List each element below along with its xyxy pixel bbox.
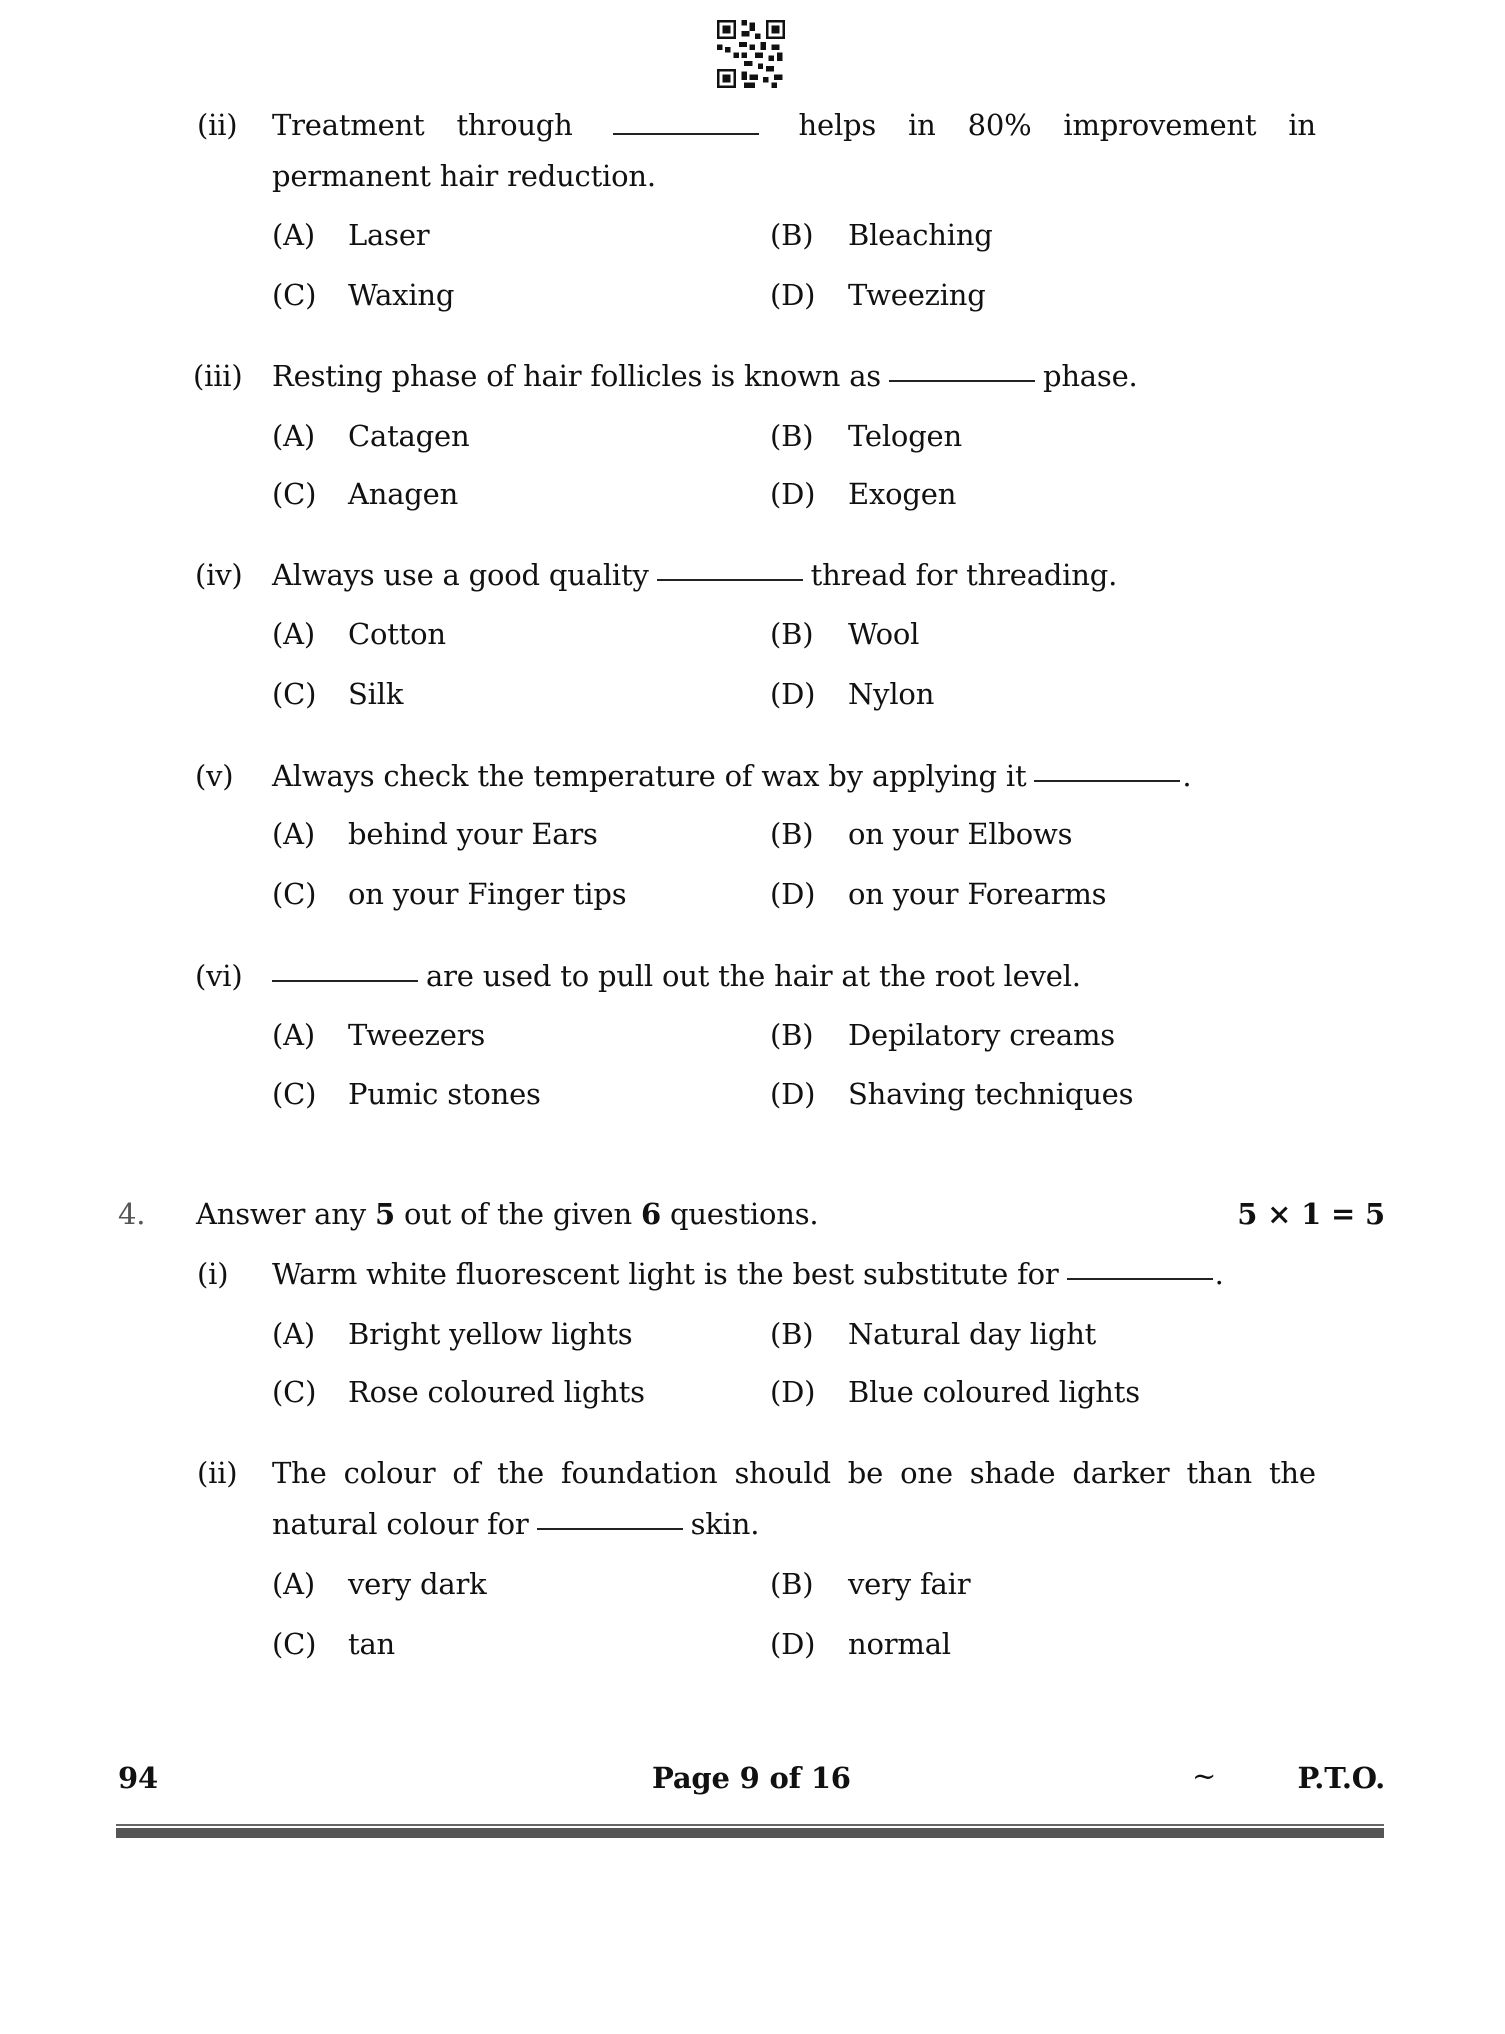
answer-blank (1034, 779, 1180, 782)
question-number: (vi) (195, 959, 243, 993)
option-text-a: behind your Ears (348, 817, 598, 851)
text-before: natural colour for (272, 1507, 529, 1541)
option-label-a: (A) (272, 218, 315, 252)
instruction-text: out of the given (394, 1197, 641, 1231)
option-label-b: (B) (770, 1018, 814, 1052)
word: the (1268, 1456, 1316, 1490)
option-label-c: (C) (272, 1627, 317, 1661)
option-label-c: (C) (272, 677, 317, 711)
option-label-d: (D) (770, 677, 816, 711)
question-text (272, 358, 1138, 394)
question-text (272, 758, 1191, 794)
text-before: Always check the temperature of wax by applying it (272, 759, 1027, 793)
option-label-a: (A) (272, 1317, 315, 1351)
option-text-c: Silk (348, 677, 404, 711)
option-label-d: (D) (770, 1375, 816, 1409)
text-before: Warm white fluorescent light is the best substitute for (272, 1257, 1059, 1291)
text-after: . (1214, 1257, 1224, 1291)
instruction-total: 6 (640, 1197, 661, 1231)
text-before: Resting phase of hair follicles is known as (272, 359, 881, 393)
text-after: are used to pull out the hair at the root level. (426, 959, 1081, 993)
option-label-d: (D) (770, 1077, 816, 1111)
option-label-c: (C) (272, 1077, 317, 1111)
option-label-b: (B) (770, 817, 814, 851)
instruction-count: 5 (374, 1197, 395, 1231)
question-text-line-2 (272, 1506, 759, 1542)
word: Treatment (272, 108, 425, 142)
option-text-a: Laser (348, 218, 430, 252)
question-text (272, 557, 1117, 593)
text-after: phase. (1042, 359, 1138, 393)
word: The (272, 1456, 327, 1490)
qr-code-icon (717, 20, 785, 88)
option-label-c: (C) (272, 477, 317, 511)
word: foundation (561, 1456, 718, 1490)
word: than (1186, 1456, 1252, 1490)
option-label-b: (B) (770, 419, 814, 453)
option-label-c: (C) (272, 278, 317, 312)
word: in (908, 108, 936, 142)
word: shade (969, 1456, 1056, 1490)
instruction-text: questions. (660, 1197, 819, 1231)
word: be (847, 1456, 884, 1490)
text-after: thread for threading. (810, 558, 1118, 592)
option-text-c: tan (348, 1627, 396, 1661)
option-label-c: (C) (272, 877, 317, 911)
question-4-instruction (196, 1196, 818, 1232)
word: darker (1072, 1456, 1170, 1490)
option-text-a: Cotton (348, 617, 446, 651)
instruction-text: Answer any (196, 1197, 375, 1231)
answer-blank (537, 1527, 683, 1530)
footer-rule-thick (116, 1828, 1384, 1838)
word: should (734, 1456, 831, 1490)
word: colour (343, 1456, 436, 1490)
option-text-d: Tweezing (848, 278, 986, 312)
word: through (456, 108, 573, 142)
option-text-c: Pumic stones (348, 1077, 541, 1111)
option-label-b: (B) (770, 617, 814, 651)
option-text-b: very fair (848, 1567, 971, 1601)
word: improvement (1063, 108, 1257, 142)
option-text-a: Catagen (348, 419, 470, 453)
option-text-c: on your Finger tips (348, 877, 627, 911)
word: of (452, 1456, 481, 1490)
option-label-a: (A) (272, 1018, 315, 1052)
answer-blank (272, 979, 418, 982)
page-number: Page 9 of 16 (652, 1761, 851, 1795)
option-label-d: (D) (770, 278, 816, 312)
question-number: (i) (197, 1257, 229, 1291)
option-text-b: Natural day light (848, 1317, 1097, 1351)
option-text-b: Telogen (848, 419, 962, 453)
word: in (1288, 108, 1316, 142)
option-text-d: Exogen (848, 477, 957, 511)
option-label-a: (A) (272, 617, 315, 651)
question-number: (v) (195, 759, 234, 793)
option-label-b: (B) (770, 1567, 814, 1601)
question-text (272, 1256, 1224, 1292)
option-text-d: normal (848, 1627, 951, 1661)
question-number: (iii) (193, 359, 243, 393)
word: 80% (967, 108, 1032, 142)
option-text-b: Wool (848, 617, 920, 651)
option-label-a: (A) (272, 1567, 315, 1601)
option-label-c: (C) (272, 1375, 317, 1409)
option-label-a: (A) (272, 817, 315, 851)
option-label-a: (A) (272, 419, 315, 453)
paper-code: 94 (118, 1761, 158, 1795)
option-text-d: on your Forearms (848, 877, 1107, 911)
question-text-line (272, 1455, 1316, 1491)
tilde-mark: ~ (1192, 1759, 1217, 1793)
text-after: skin. (690, 1507, 760, 1541)
marks-label: 5 × 1 = 5 (1237, 1197, 1385, 1231)
option-text-c: Anagen (348, 477, 459, 511)
word: helps (798, 108, 877, 142)
question-text-line-2: permanent hair reduction. (272, 159, 656, 193)
text-after: . (1182, 759, 1192, 793)
text-before: Always use a good quality (272, 558, 649, 592)
question-text-line (272, 107, 1316, 143)
answer-blank (1067, 1277, 1213, 1280)
option-label-d: (D) (770, 877, 816, 911)
option-text-d: Nylon (848, 677, 935, 711)
option-text-b: Bleaching (848, 218, 993, 252)
question-number: (ii) (197, 108, 238, 142)
option-label-b: (B) (770, 218, 814, 252)
option-text-a: very dark (348, 1567, 487, 1601)
option-label-d: (D) (770, 477, 816, 511)
option-label-d: (D) (770, 1627, 816, 1661)
word: one (900, 1456, 953, 1490)
option-label-b: (B) (770, 1317, 814, 1351)
question-number: (ii) (197, 1456, 238, 1490)
footer-rule-thin (116, 1824, 1384, 1826)
question-number: (iv) (195, 558, 243, 592)
option-text-d: Blue coloured lights (848, 1375, 1140, 1409)
question-text (272, 958, 1081, 994)
option-text-c: Rose coloured lights (348, 1375, 645, 1409)
answer-blank (613, 132, 759, 135)
question-4-number: 4. (118, 1197, 146, 1231)
word: the (497, 1456, 545, 1490)
option-text-c: Waxing (348, 278, 455, 312)
option-text-b: on your Elbows (848, 817, 1073, 851)
answer-blank (889, 379, 1035, 382)
option-text-a: Bright yellow lights (348, 1317, 633, 1351)
pto-label: P.T.O. (1297, 1761, 1385, 1795)
option-text-b: Depilatory creams (848, 1018, 1115, 1052)
option-text-a: Tweezers (348, 1018, 486, 1052)
option-text-d: Shaving techniques (848, 1077, 1134, 1111)
answer-blank (657, 578, 803, 581)
